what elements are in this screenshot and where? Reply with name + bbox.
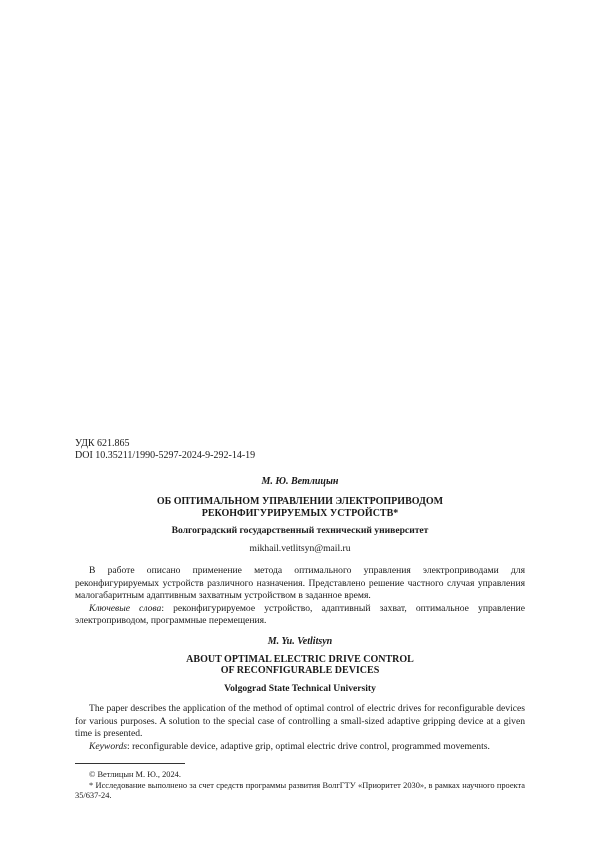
title-en-line1: ABOUT OPTIMAL ELECTRIC DRIVE CONTROL — [186, 653, 414, 665]
title-ru-line2: РЕКОНФИГУРИРУЕМЫХ УСТРОЙСТВ* — [201, 507, 399, 519]
doi: DOI 10.35211/1990-5297-2024-9-292-14-19 — [75, 450, 256, 461]
title-ru-line1: ОБ ОПТИМАЛЬНОМ УПРАВЛЕНИИ ЭЛЕКТРОПРИВОДОМ — [156, 496, 444, 507]
title-ru — [75, 496, 525, 519]
keywords-en-label: Keywords — [89, 740, 128, 752]
abstract-en-text: The paper describes the application of the method of optimal control of electric drives for reconfigurable devices for various purposes. A solution to the special case of controlling a small-sized adaptive gripping device at a given time is presented. — [75, 702, 525, 740]
keywords-ru-text: : реконфигурируемое устройство, адаптивный захват, оптимальное управление электроприводом, программные перемещения. — [75, 602, 525, 627]
abstract-ru — [75, 565, 525, 628]
title-en-line2: OF RECONFIGURABLE DEVICES — [220, 665, 380, 677]
institution-ru: Волгоградский государственный технический университет — [171, 525, 429, 536]
footnotes — [75, 770, 525, 801]
keywords-en — [75, 741, 525, 754]
copyright-footnote: © Ветлицын М. Ю., 2024. — [89, 770, 181, 780]
abstract-en — [75, 703, 525, 753]
footnote-divider — [75, 763, 185, 764]
keywords-en-text: : reconfigurable device, adaptive grip, optimal electric drive control, programmed movements. — [127, 740, 490, 752]
udc-code: УДК 621.865 — [75, 438, 130, 449]
abstract-ru-text: В работе описано применение метода оптимального управления электроприводами для реконфигурируемых устройств различного назначения. Представлено решение частного случая управления малогабаритным адаптивным захватным устройством в заданное время. — [75, 565, 525, 602]
institution-en: Volgograd State Technical University — [224, 682, 376, 694]
author-en: M. Yu. Vetlitsyn — [267, 635, 333, 647]
article-header — [75, 438, 525, 801]
keywords-ru — [75, 603, 525, 628]
author-ru: М. Ю. Ветлицын — [261, 476, 339, 487]
funding-footnote: * Исследование выполнено за счет средств программы развития ВолгГТУ «Приоритет 2030», в рамках научного проекта 35/637-24. — [75, 780, 525, 800]
keywords-ru-label: Ключевые слова — [89, 602, 162, 614]
title-en — [75, 654, 525, 677]
author-email: mikhail.vetlitsyn@mail.ru — [249, 543, 351, 554]
